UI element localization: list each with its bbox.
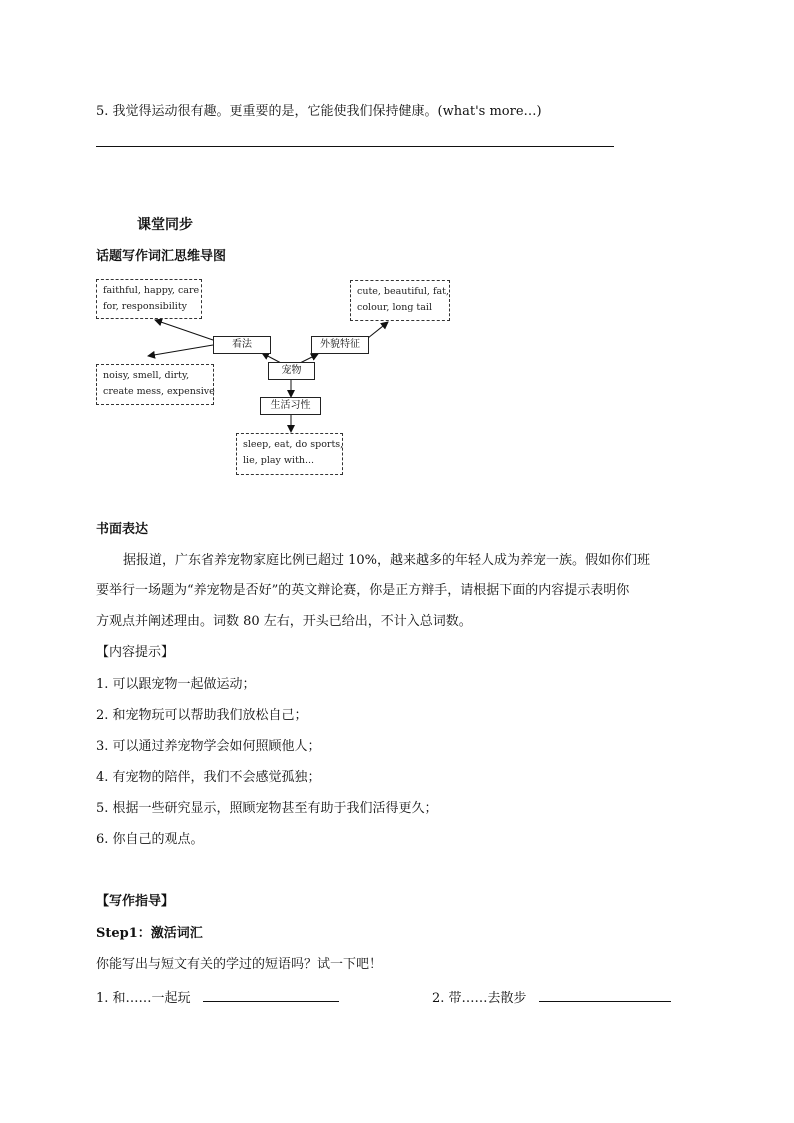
mindmap-node-habits: 生活习性: [260, 397, 321, 415]
mindmap-node-appearance: 外貌特征: [311, 336, 369, 354]
hint-item: 6. 你自己的观点。: [96, 832, 204, 847]
phrase-1-answer-blank[interactable]: [203, 987, 339, 1002]
hint-item: 2. 和宠物玩可以帮助我们放松自己；: [96, 708, 308, 723]
exercise-5-text: 5. 我觉得运动很有趣。更重要的是，它能使我们保持健康。(what's more…): [96, 104, 542, 119]
guide-title: 【写作指导】: [96, 894, 175, 909]
hints-title: 【内容提示】: [96, 645, 175, 660]
mindmap-box-habits: sleep, eat, do sports, lie, play with...: [236, 433, 343, 475]
mindmap-box-appearance: cute, beautiful, fat, colour, long tail: [350, 280, 450, 321]
mindmap-box-opinion-negative: noisy, smell, dirty, create mess, expensive: [96, 364, 214, 405]
phrase-item-2: 2. 带……去散步: [432, 987, 671, 1008]
hint-item: 3. 可以通过养宠物学会如何照顾他人；: [96, 739, 321, 754]
arrow-opinion-to-negative: [148, 345, 213, 356]
arrow-opinion-to-positive: [155, 320, 213, 340]
mindmap-box-opinion-positive: faithful, happy, care for, responsibility: [96, 279, 202, 319]
step1-title: Step1：激活词汇: [96, 926, 203, 941]
hint-item: 1. 可以跟宠物一起做运动；: [96, 677, 256, 692]
hint-item: 5. 根据一些研究显示，照顾宠物甚至有助于我们活得更久；: [96, 801, 438, 816]
guide-question: 你能写出与短文有关的学过的短语吗？试一下吧！: [96, 957, 383, 972]
writing-prompt-line-2: 要举行一场题为“养宠物是否好”的英文辩论赛，你是正方辩手，请根据下面的内容提示表明你: [96, 583, 630, 598]
hint-item: 4. 有宠物的陪伴，我们不会感觉孤独；: [96, 770, 321, 785]
writing-title: 书面表达: [96, 522, 149, 537]
mindmap-node-opinion: 看法: [213, 336, 271, 354]
writing-prompt-line-1: 据报道，广东省养宠物家庭比例已超过 10%，越来越多的年轻人成为养宠一族。假如你们班: [123, 553, 651, 568]
phrase-2-answer-blank[interactable]: [539, 987, 671, 1002]
mindmap-title: 话题写作词汇思维导图: [96, 249, 227, 264]
phrase-item-1: 1. 和……一起玩: [96, 987, 339, 1008]
arrow-appearance-to-box: [368, 322, 388, 338]
section-title: 课堂同步: [137, 217, 193, 233]
mindmap-arrows: [0, 0, 794, 520]
writing-prompt-line-3: 方观点并阐述理由。词数 80 左右，开头已给出，不计入总词数。: [96, 614, 472, 629]
mindmap-node-center: 宠物: [268, 362, 315, 380]
